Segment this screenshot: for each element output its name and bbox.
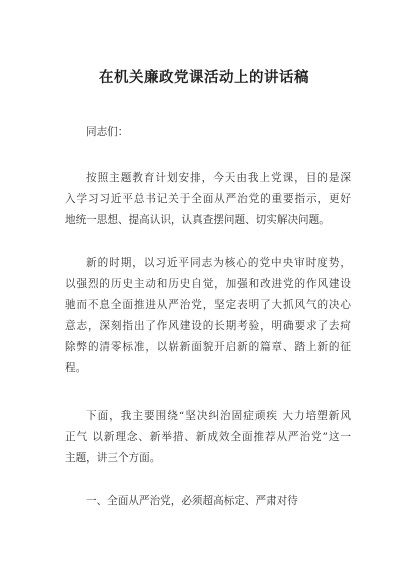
- salutation-text: 同志们：: [86, 126, 129, 138]
- paragraph-line: 主题，讲三个方面。: [65, 452, 161, 464]
- paragraph-line: 除弊的清零标准，以崭新面貌开启新的篇章、踏上新的征: [65, 341, 351, 353]
- salutation: [65, 122, 351, 143]
- paragraph-line: 入学习习近平总书记关于全面从严治党的重要指示，更好: [65, 193, 351, 205]
- paragraph-line: 按照主题教育计划安排，今天由我上党课，目的是深: [86, 172, 351, 184]
- section-heading-1: [65, 491, 351, 512]
- paragraph-line: 新的时期，以习近平同志为核心的党中央审时度势，: [86, 257, 351, 269]
- document-title: 在机关廉政党课活动上的讲话稿: [99, 70, 309, 86]
- paragraph-3: [65, 406, 351, 469]
- paragraph-line: 以强烈的历史主动和历史自觉，加强和改进党的作风建设: [65, 278, 351, 290]
- paragraph-line: 意志，深刻指出了作风建设的长期考验，明确要求了去疴: [65, 320, 351, 332]
- paragraph-line: 正气 以新理念、新举措、新成效全面推荐从严治党”这一: [65, 431, 351, 443]
- paragraph-line: 下面，我主要围绕“坚决纠治固症顽疾 大力培塑新风: [86, 410, 351, 422]
- paragraph-line: 驰而不息全面推进从严治党，坚定表明了大抓风气的决心: [65, 299, 351, 311]
- paragraph-line: 地统一思想、提高认识，认真查摆问题、切实解决问题。: [65, 214, 330, 226]
- paragraph-2: [65, 253, 351, 379]
- paragraph-line: 程。: [65, 362, 87, 374]
- section-heading-text: 一、全面从严治党，必须超高标定、严肃对待: [86, 495, 298, 507]
- paragraph-1: [65, 168, 351, 231]
